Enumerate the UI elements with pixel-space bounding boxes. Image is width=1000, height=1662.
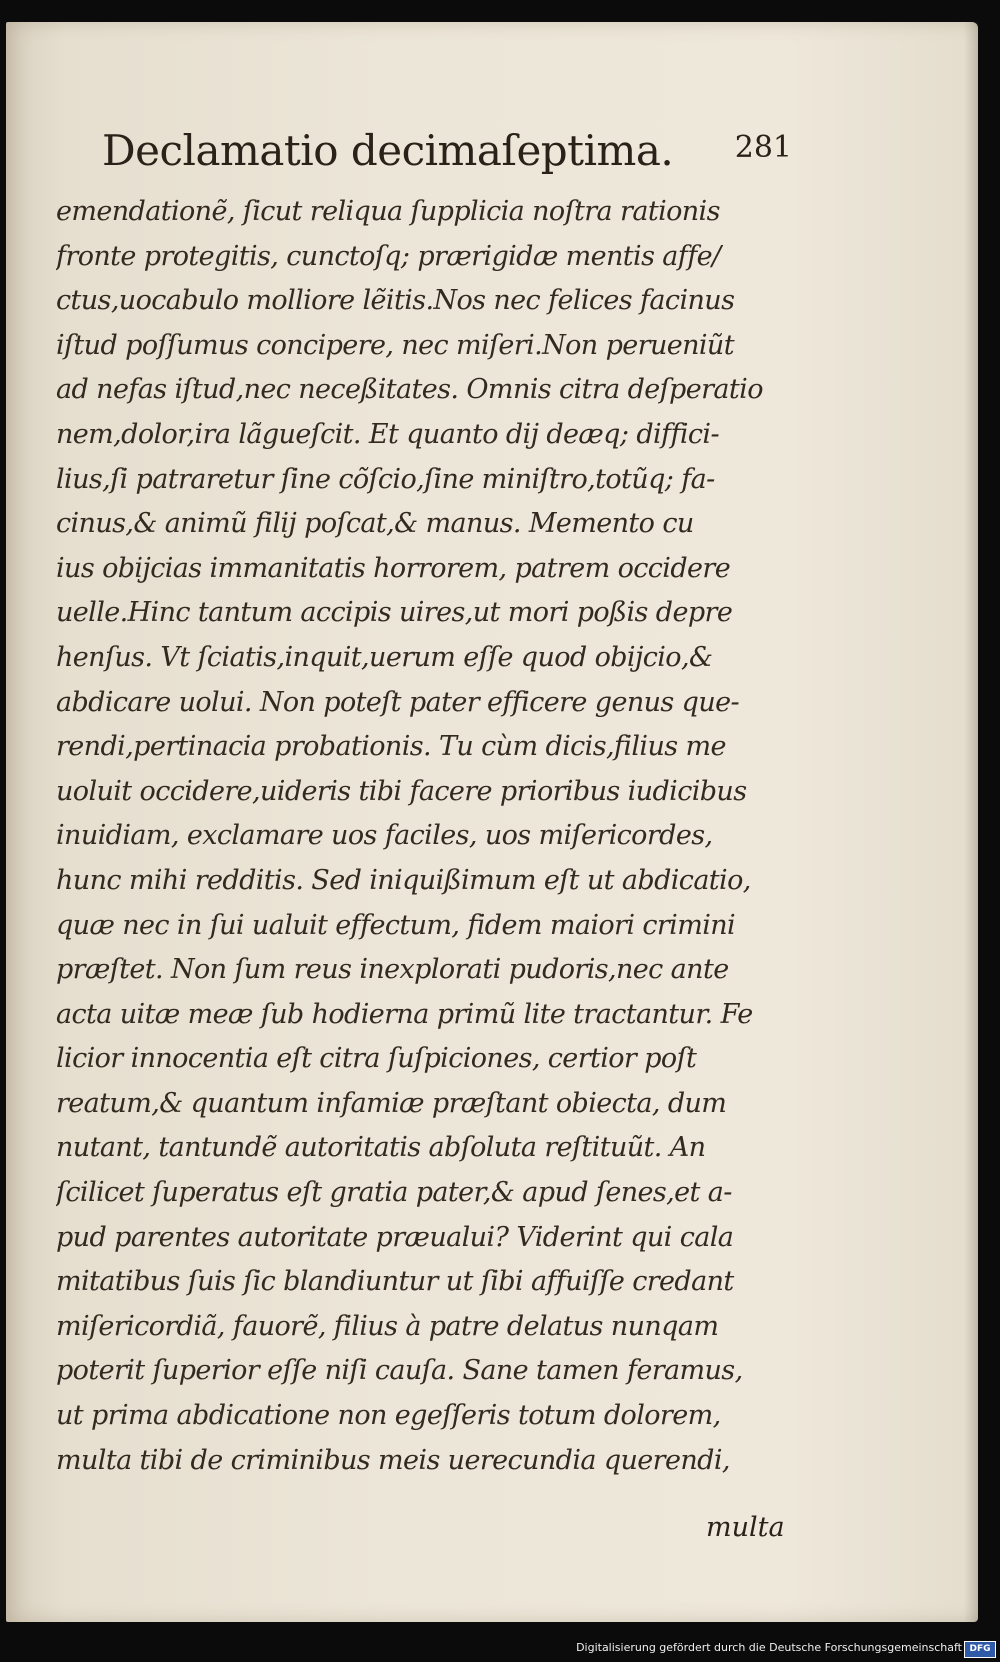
text-line: rendi,pertinacia probationis. Tu cùm dicis,filius me — [56, 731, 726, 763]
text-line: nem,dolor,ira lãgueſcit. Et quanto dij deæq; diffici- — [56, 418, 719, 450]
body-text — [56, 190, 786, 1483]
text-line: fronte protegitis, cunctoſq; prærigidæ mentis affe/ — [56, 240, 721, 272]
text-line: emendationẽ, ſicut reliqua ſupplicia noſtra rationis — [56, 196, 720, 227]
text-line: iſtud poſſumus concipere, nec miſeri.Non perueniũt — [56, 329, 734, 361]
text-line: pud parentes autoritate præualui? Viderint qui cala — [56, 1221, 734, 1253]
book-page — [6, 22, 978, 1622]
dfg-credit-text: Digitalisierung gefördert durch die Deutsche Forschungsgemeinschaft — [576, 1641, 962, 1654]
page-edge-shadow — [964, 22, 978, 1622]
text-line: inuidiam, exclamare uos faciles, uos miſericordes, — [56, 820, 713, 852]
text-line: acta uitæ meæ ſub hodierna primũ lite tractantur. Fe — [56, 998, 753, 1030]
page-number: 281 — [734, 130, 792, 165]
text-line: quæ nec in ſui ualuit effectum, fidem maiori crimini — [56, 909, 736, 941]
digitization-footer — [0, 1638, 1000, 1662]
running-title: Declamatio decimaſeptima. — [102, 126, 674, 175]
text-line: poterit ſuperior eſſe niſi cauſa. Sane tamen feramus, — [56, 1355, 743, 1387]
text-line: ctus,uocabulo molliore lẽitis.Nos nec felices facinus — [56, 285, 735, 317]
text-line: uelle.Hinc tantum accipis uires,ut mori poßis depre — [56, 597, 733, 629]
text-line: præſtet. Non ſum reus inexplorati pudoris,nec ante — [56, 954, 729, 986]
text-line: ut prima abdicatione non egeſſeris totum dolorem, — [56, 1400, 721, 1432]
text-line: abdicare uolui. Non poteſt pater efficere genus que- — [56, 686, 740, 718]
dfg-logo-icon: DFG — [964, 1641, 996, 1658]
text-line: ſcilicet ſuperatus eſt gratia pater,& apud ſenes,et a- — [56, 1177, 732, 1209]
text-line: hunc mihi redditis. Sed iniquißimum eſt ut abdicatio, — [56, 864, 751, 896]
text-line: uoluit occidere,uideris tibi facere prioribus iudicibus — [56, 775, 747, 807]
text-line: licior innocentia eſt citra ſuſpiciones, certior poſt — [56, 1043, 697, 1075]
text-line: multa tibi de criminibus meis uerecundia querendi, — [56, 1444, 730, 1476]
text-line: reatum,& quantum infamiæ præſtant obiecta, dum — [56, 1087, 727, 1119]
text-line: nutant, tantundẽ autoritatis abſoluta reſtituũt. An — [56, 1132, 706, 1164]
text-line: cinus,& animũ filij poſcat,& manus. Memento cu — [56, 508, 694, 540]
text-line: mitatibus ſuis ſic blandiuntur ut ſibi affuiſſe credant — [56, 1266, 734, 1298]
text-line: miſericordiã, fauorẽ, filius à patre delatus nunqam — [56, 1310, 719, 1342]
text-line: ius obijcias immanitatis horrorem, patrem occidere — [56, 552, 731, 584]
catchword: multa — [706, 1512, 785, 1543]
text-line: henſus. Vt ſciatis,inquit,uerum eſſe quod obijcio,& — [56, 641, 713, 673]
text-line: lius,ſi patraretur ſine cõſcio,ſine miniſtro,totũq; fa- — [56, 463, 715, 495]
text-line: ad nefas iſtud,nec neceßitates. Omnis citra deſperatio — [56, 374, 763, 406]
page-header — [102, 126, 792, 186]
